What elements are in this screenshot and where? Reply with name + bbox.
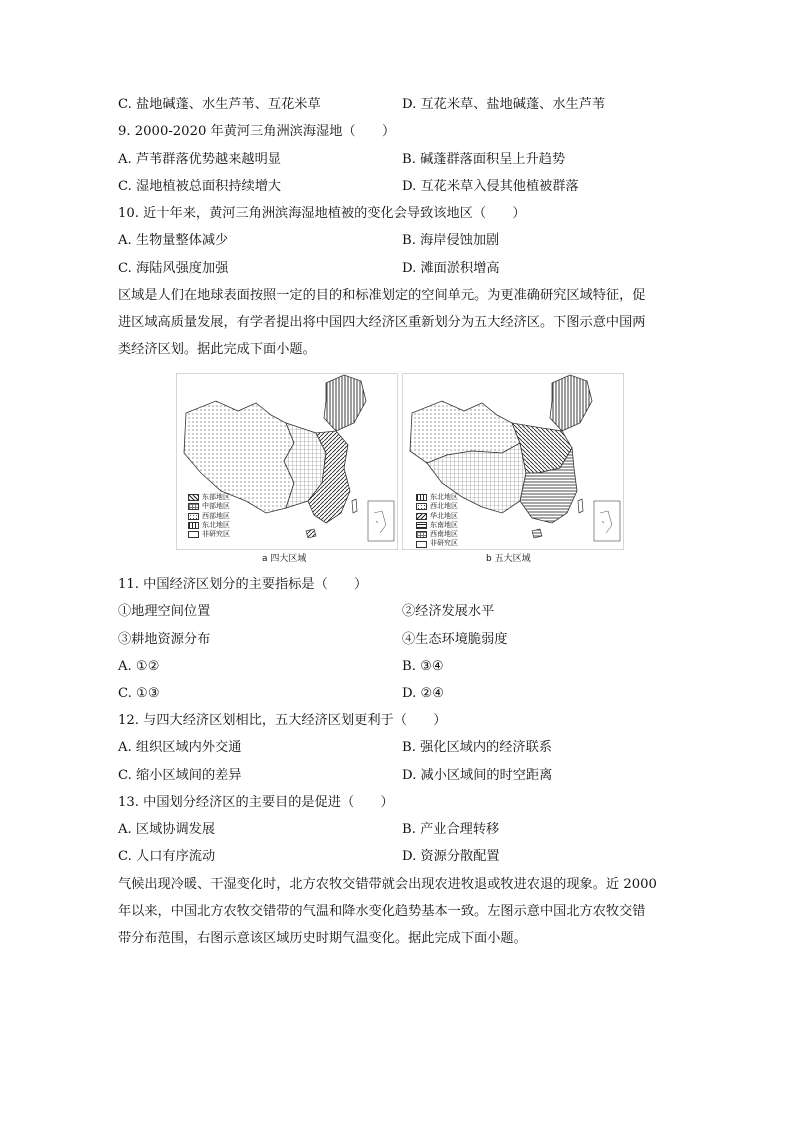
q8-option-c: C. 盐地碱蓬、水生芦苇、互花米草 xyxy=(118,97,321,112)
q12-stem: 12. 与四大经济区划相比，五大经济区划更利于（ ） xyxy=(118,713,447,728)
legend-label: 华北地区 xyxy=(430,511,458,520)
q8-option-d: D. 互花米草、盐地碱蓬、水生芦苇 xyxy=(402,97,606,112)
q12-option-c: C. 缩小区域间的差异 xyxy=(118,768,242,783)
passage1-line2: 进区域高质量发展，有学者提出将中国四大经济区重新划分为五大经济区。下图示意中国两 xyxy=(118,315,646,330)
q12-option-b: B. 强化区域内的经济联系 xyxy=(402,740,552,755)
legend-four-regions xyxy=(188,493,230,539)
legend-swatch xyxy=(188,503,199,510)
q11-stem: 11. 中国经济区划分的主要指标是（ ） xyxy=(118,577,368,592)
q9-option-b: B. 碱蓬群落面积呈上升趋势 xyxy=(402,152,566,167)
legend-swatch xyxy=(416,522,427,529)
passage2-line3: 带分布范围，右图示意该区域历史时期气温变化。据此完成下面小题。 xyxy=(118,931,527,946)
q10-option-c: C. 海陆风强度加强 xyxy=(118,261,229,276)
q12-option-a: A. 组织区域内外交通 xyxy=(118,740,242,755)
q11-option-b: B. ③④ xyxy=(402,659,444,674)
q13-stem: 13. 中国划分经济区的主要目的是促进（ ） xyxy=(118,795,394,810)
map-four-regions xyxy=(176,373,398,565)
legend-label: 东南地区 xyxy=(430,520,458,529)
q11-option-d: D. ②④ xyxy=(402,686,445,701)
passage2-line2: 年以来，中国北方农牧交错带的气温和降水变化趋势基本一致。左图示意中国北方农牧交错 xyxy=(118,904,646,919)
legend-five-regions xyxy=(416,493,458,549)
q10-option-b: B. 海岸侵蚀加剧 xyxy=(402,233,500,248)
q11-item-2: ②经济发展水平 xyxy=(402,604,495,619)
legend-label: 非研究区 xyxy=(430,539,458,548)
legend-label: 中部地区 xyxy=(202,502,230,511)
legend-label: 东部地区 xyxy=(202,493,230,501)
legend-swatch xyxy=(416,503,427,510)
q11-item-1: ①地理空间位置 xyxy=(118,604,211,619)
legend-swatch xyxy=(416,541,427,548)
q13-option-a: A. 区域协调发展 xyxy=(118,822,216,837)
map-five-regions xyxy=(402,373,624,565)
passage1-line3: 类经济区划。据此完成下面小题。 xyxy=(118,342,316,357)
q11-item-3: ③耕地资源分布 xyxy=(118,632,211,647)
passage1-line1: 区域是人们在地球表面按照一定的目的和标准划定的空间单元。为更准确研究区域特征，促 xyxy=(118,288,646,303)
q9-option-a: A. 芦苇群落优势越来越明显 xyxy=(118,152,281,167)
legend-swatch xyxy=(188,513,199,520)
q13-option-c: C. 人口有序流动 xyxy=(118,849,216,864)
q12-option-d: D. 减小区域间的时空距离 xyxy=(402,768,553,783)
q11-option-a: A. ①② xyxy=(118,659,160,674)
legend-label: 非研究区 xyxy=(202,530,230,539)
passage2-line1: 气候出现冷暖、干湿变化时，北方农牧交错带就会出现农进牧退或牧进农退的现象。近 2000 xyxy=(118,877,657,892)
legend-label: 东北地区 xyxy=(202,520,230,529)
q11-option-c: C. ①③ xyxy=(118,686,160,701)
legend-swatch xyxy=(416,494,427,501)
legend-swatch xyxy=(188,531,199,538)
q10-option-a: A. 生物量整体减少 xyxy=(118,233,229,248)
map-a-caption: a 四大区域 xyxy=(262,554,307,564)
legend-label: 西南地区 xyxy=(430,530,458,539)
q13-option-d: D. 资源分散配置 xyxy=(402,849,500,864)
map-b-caption: b 五大区域 xyxy=(486,554,531,564)
legend-swatch xyxy=(188,494,199,501)
legend-label: 东北地区 xyxy=(430,493,458,501)
legend-swatch xyxy=(416,531,427,538)
legend-label: 西部地区 xyxy=(202,511,230,520)
legend-swatch xyxy=(188,522,199,529)
q9-stem: 9. 2000-2020 年黄河三角洲滨海湿地（ ） xyxy=(118,124,396,139)
q10-stem: 10. 近十年来，黄河三角洲滨海湿地植被的变化会导致该地区（ ） xyxy=(118,206,526,221)
q13-option-b: B. 产业合理转移 xyxy=(402,822,500,837)
legend-swatch xyxy=(416,513,427,520)
south-sea-inset xyxy=(368,501,394,541)
south-sea-inset xyxy=(594,501,620,541)
q9-option-c: C. 湿地植被总面积持续增大 xyxy=(118,179,282,194)
q9-option-d: D. 互花米草入侵其他植被群落 xyxy=(402,179,579,194)
q11-item-4: ④生态环境脆弱度 xyxy=(402,632,508,647)
legend-label: 西北地区 xyxy=(430,502,458,511)
q10-option-d: D. 滩面淤积增高 xyxy=(402,261,500,276)
